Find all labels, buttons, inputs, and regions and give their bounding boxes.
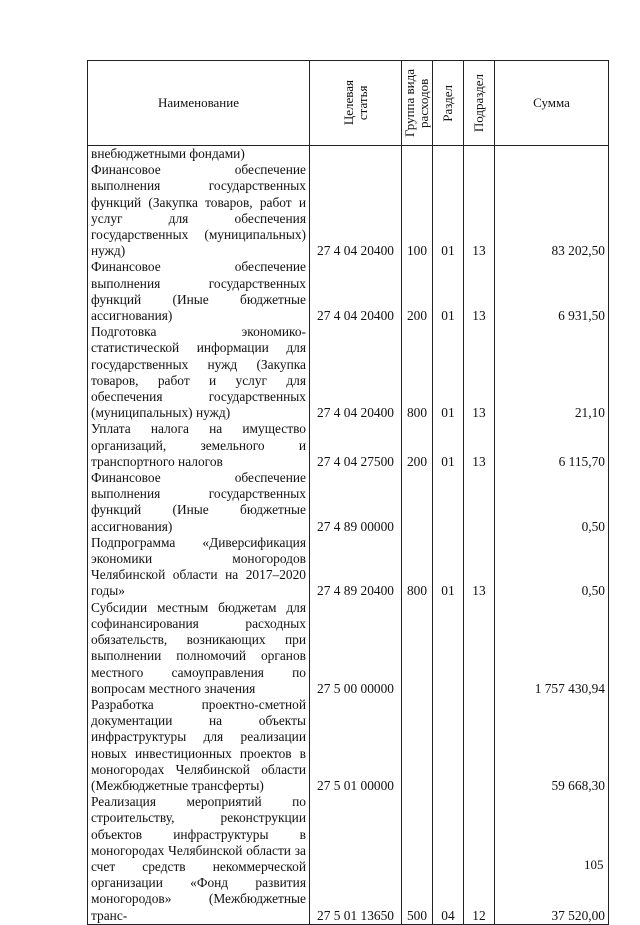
header-name-label: Наименование bbox=[158, 95, 239, 110]
row-group: 200 bbox=[402, 421, 433, 470]
row-target: 27 4 04 20400 bbox=[310, 259, 402, 324]
row-sum: 6 931,50 bbox=[495, 259, 609, 324]
row-name: Субсидии местным бюджетам для софинансирования расходных обязательств, возникающих при выполнении полномочий органов местного самоуправления по вопросам местного значения bbox=[88, 600, 310, 697]
row-name: Подпрограмма «Диверсификация экономики моногородов Челябинской области на 2017–2020 годы» bbox=[88, 535, 310, 600]
row-section: 01 bbox=[433, 259, 464, 324]
table-row bbox=[88, 535, 609, 600]
row-name: Разработка проектно-сметной документации на объекты инфраструктуры для реализации новых инвестиционных проектов в моногородах Челябинской области (Межбюджетные трансферты) bbox=[88, 697, 310, 794]
row-sum: 37 520,00 bbox=[495, 794, 609, 924]
row-name: Уплата налога на имущество организаций, земельного и транспортного налогов bbox=[88, 421, 310, 470]
header-group-label: Группа вида расходов bbox=[402, 69, 431, 137]
header-subsection-label: Подраздел bbox=[471, 73, 486, 133]
row-section: 01 bbox=[433, 324, 464, 421]
row-group bbox=[402, 146, 433, 163]
row-name: внебюджетными фондами) bbox=[88, 146, 310, 163]
row-subsection bbox=[464, 470, 495, 535]
header-name bbox=[88, 61, 310, 146]
header-sum-label: Сумма bbox=[533, 95, 570, 110]
row-group: 800 bbox=[402, 324, 433, 421]
row-section bbox=[433, 697, 464, 794]
table-row bbox=[88, 421, 609, 470]
table-header-row bbox=[88, 61, 609, 146]
row-subsection: 13 bbox=[464, 162, 495, 259]
budget-table bbox=[87, 60, 609, 925]
row-section bbox=[433, 600, 464, 697]
row-group: 200 bbox=[402, 259, 433, 324]
row-sum bbox=[495, 146, 609, 163]
row-subsection: 12 bbox=[464, 794, 495, 924]
row-target bbox=[310, 146, 402, 163]
row-sum: 59 668,30 bbox=[495, 697, 609, 794]
row-subsection bbox=[464, 600, 495, 697]
row-group bbox=[402, 470, 433, 535]
row-name: Реализация мероприятий по строительству, реконструкции объектов инфраструктуры в моногородах Челябинской области за счет средств некоммерческой организации «Фонд развития моногородов» (Межбюджетные транс- bbox=[88, 794, 310, 924]
row-subsection bbox=[464, 146, 495, 163]
row-subsection: 13 bbox=[464, 324, 495, 421]
table-row bbox=[88, 259, 609, 324]
row-sum: 0,50 bbox=[495, 535, 609, 600]
row-target: 27 4 04 20400 bbox=[310, 162, 402, 259]
row-target: 27 4 89 00000 bbox=[310, 470, 402, 535]
row-sum: 6 115,70 bbox=[495, 421, 609, 470]
row-target: 27 5 01 13650 bbox=[310, 794, 402, 924]
row-target: 27 4 04 20400 bbox=[310, 324, 402, 421]
row-sum: 21,10 bbox=[495, 324, 609, 421]
header-group bbox=[402, 61, 433, 146]
row-group: 800 bbox=[402, 535, 433, 600]
row-group bbox=[402, 697, 433, 794]
row-subsection: 13 bbox=[464, 421, 495, 470]
row-name: Финансовое обеспечение выполнения государственных функций (Иные бюджетные ассигнования) bbox=[88, 259, 310, 324]
row-name: Финансовое обеспечение выполнения государственных функций (Закупка товаров, работ и услуг для обеспечения государственных (муниципальных) нужд) bbox=[88, 162, 310, 259]
header-sum bbox=[495, 61, 609, 146]
header-section-label: Раздел bbox=[440, 84, 455, 122]
row-subsection bbox=[464, 697, 495, 794]
table-row bbox=[88, 146, 609, 163]
row-target: 27 4 04 27500 bbox=[310, 421, 402, 470]
row-name: Подготовка экономико-статистической информации для государственных нужд (Закупка товаров, работ и услуг для обеспечения государственных (муниципальных) нужд) bbox=[88, 324, 310, 421]
row-section: 04 bbox=[433, 794, 464, 924]
row-group: 500 bbox=[402, 794, 433, 924]
row-section bbox=[433, 146, 464, 163]
row-subsection: 13 bbox=[464, 535, 495, 600]
row-subsection: 13 bbox=[464, 259, 495, 324]
row-section: 01 bbox=[433, 535, 464, 600]
header-target-label: Целевая статья bbox=[340, 80, 370, 126]
table-row bbox=[88, 470, 609, 535]
table-row bbox=[88, 600, 609, 697]
header-section bbox=[433, 61, 464, 146]
row-section: 01 bbox=[433, 162, 464, 259]
header-target bbox=[310, 61, 402, 146]
row-group bbox=[402, 600, 433, 697]
row-target: 27 5 00 00000 bbox=[310, 600, 402, 697]
row-sum: 0,50 bbox=[495, 470, 609, 535]
row-target: 27 4 89 20400 bbox=[310, 535, 402, 600]
row-name: Финансовое обеспечение выполнения государственных функций (Иные бюджетные ассигнования) bbox=[88, 470, 310, 535]
row-sum: 83 202,50 bbox=[495, 162, 609, 259]
header-subsection bbox=[464, 61, 495, 146]
table-row bbox=[88, 324, 609, 421]
row-group: 100 bbox=[402, 162, 433, 259]
page-number: 105 bbox=[584, 857, 604, 872]
row-target: 27 5 01 00000 bbox=[310, 697, 402, 794]
table-row bbox=[88, 697, 609, 794]
row-sum: 1 757 430,94 bbox=[495, 600, 609, 697]
table-row bbox=[88, 162, 609, 259]
row-section bbox=[433, 470, 464, 535]
row-section: 01 bbox=[433, 421, 464, 470]
